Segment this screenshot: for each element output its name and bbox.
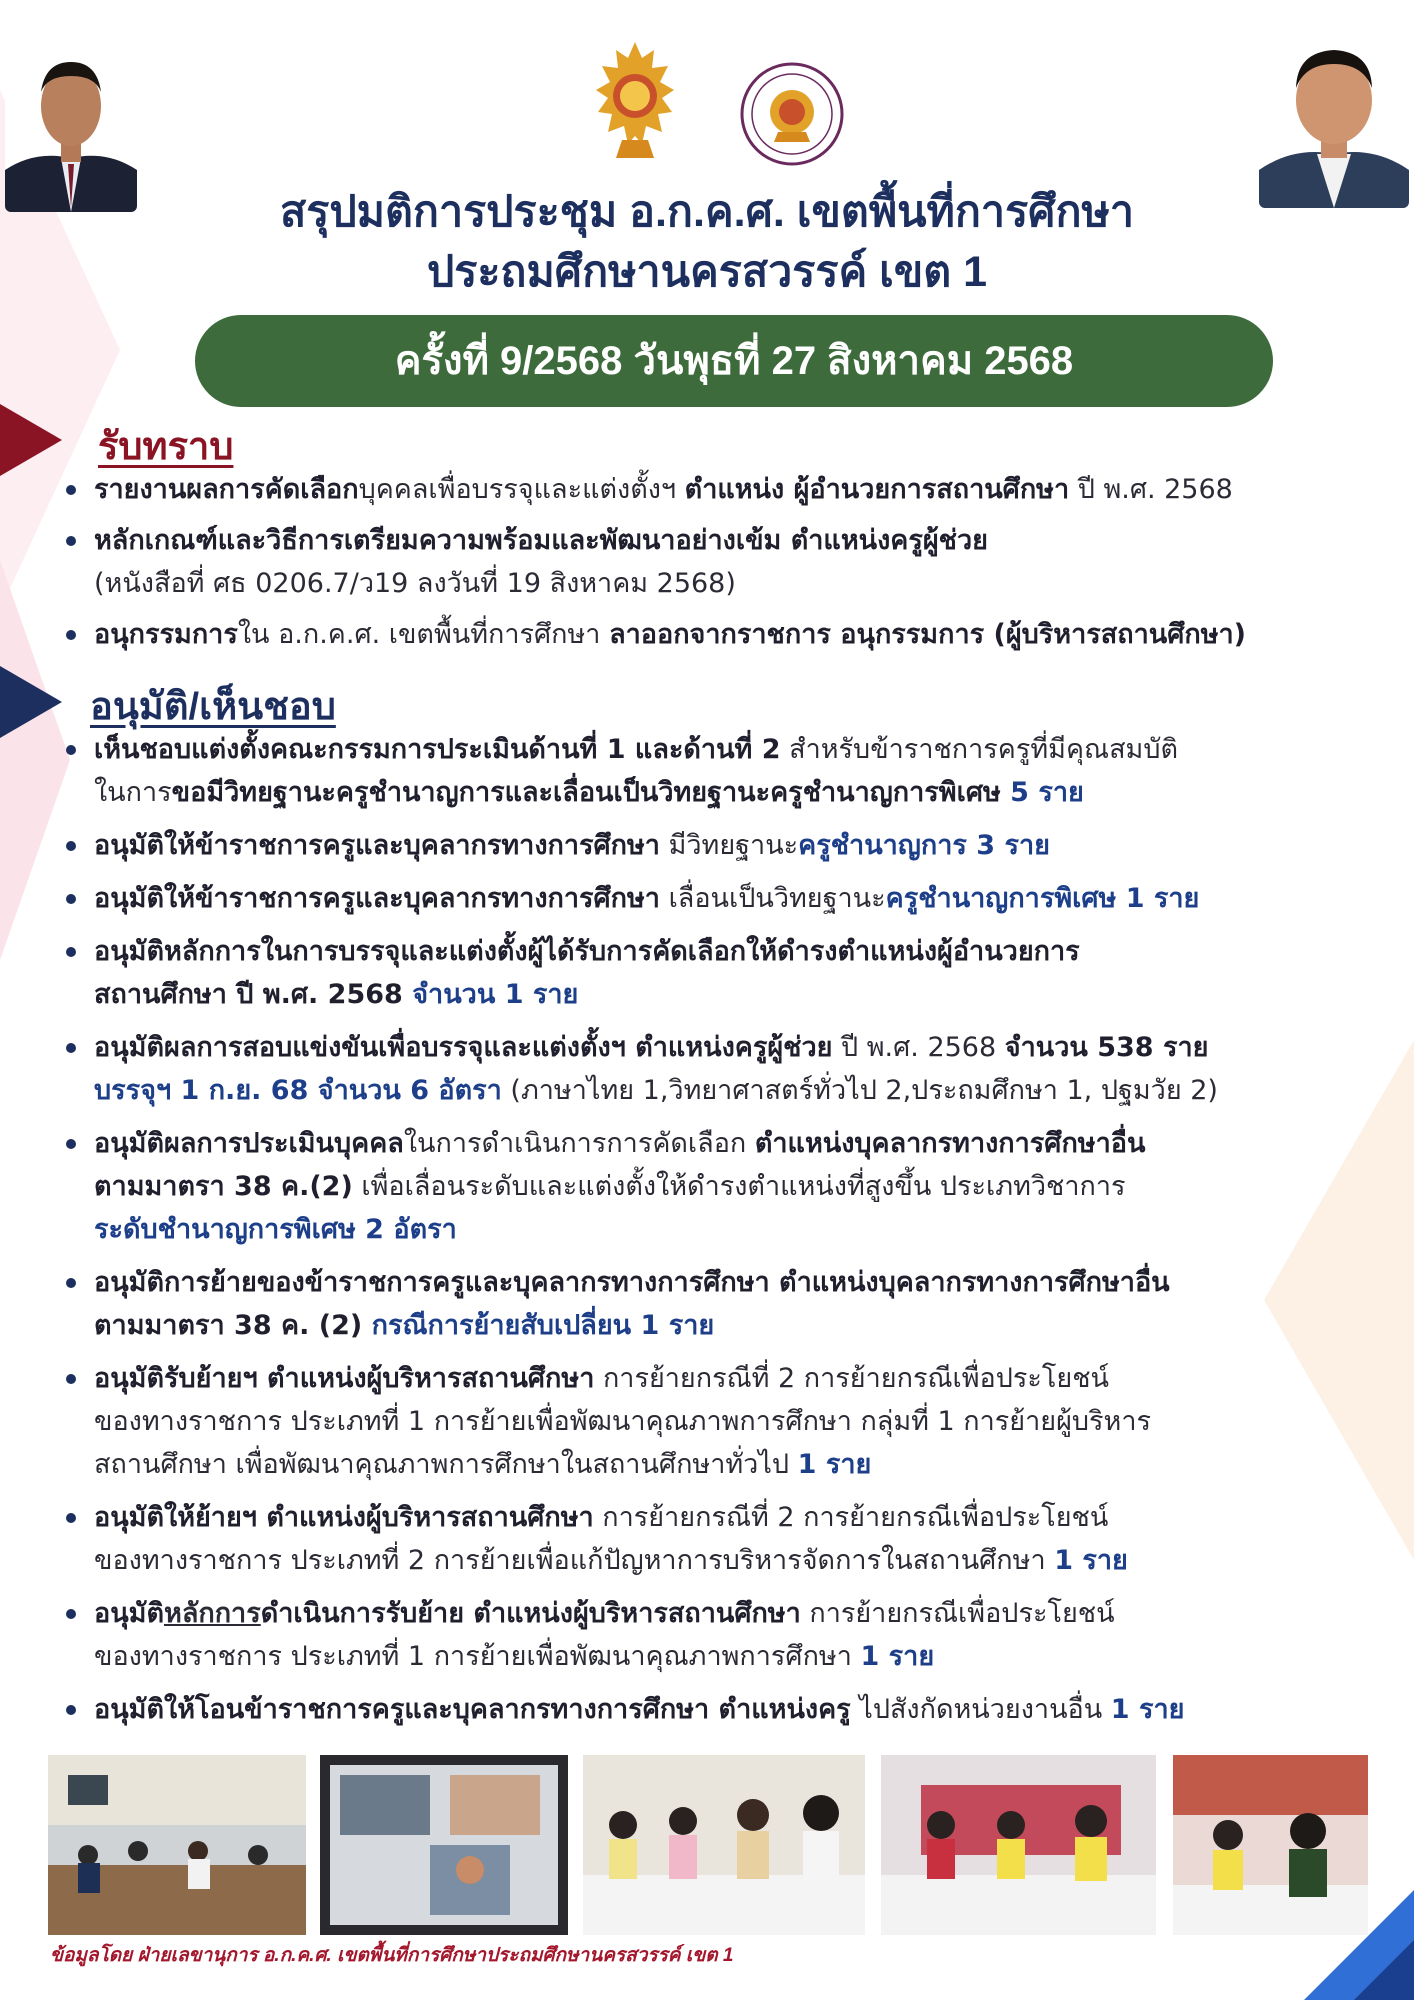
meeting-photo-strip xyxy=(48,1755,1374,1935)
meeting-date-banner: ครั้งที่ 9/2568 วันพุธที่ 27 สิงหาคม 2568 xyxy=(195,315,1273,407)
approve-item-8: อนุมัติรับย้ายฯ ตำแหน่งผู้บริหารสถานศึกษา การย้ายกรณีที่ 2 การย้ายกรณีเพื่อประโยชน์ ของทางราชการ ประเภทที่ 1 การย้ายเพื่อพัฒนาคุณภาพการศึกษา กลุ่มที่ 1 การย้ายผู้บริหาร สถานศึกษา เพื่อพัฒนาคุณภาพการศึกษาในสถานศึกษาทั่วไป 1 ราย xyxy=(64,1357,1364,1486)
corner-shape-navy xyxy=(1354,1940,1414,2000)
footer-credit: ข้อมูลโดย ฝ่ายเลขานุการ อ.ก.ค.ศ. เขตพื้นที่การศึกษาประถมศึกษานครสวรรค์ เขต 1 xyxy=(50,1945,734,1966)
acknowledge-list xyxy=(64,468,1364,664)
approve-item-5: อนุมัติผลการสอบแข่งขันเพื่อบรรจุและแต่งตั้งฯ ตำแหน่งครูผู้ช่วย ปี พ.ศ. 2568 จำนวน 538 ราย บรรจุฯ 1 ก.ย. 68 จำนวน 6 อัตรา (ภาษาไทย 1,วิทยาศาสตร์ทั่วไป 2,ประถมศึกษา 1, ปฐมวัย 2) xyxy=(64,1026,1364,1112)
approve-item-1: เห็นชอบแต่งตั้งคณะกรรมการประเมินด้านที่ 1 และด้านที่ 2 สำหรับข้าราชการครูที่มีคุณสมบัติ ในการขอมีวิทยฐานะครูชำนาญการและเลื่อนเป็นวิทยฐานะครูชำนาญการพิเศษ 5 ราย xyxy=(64,728,1364,814)
approve-item-7: อนุมัติการย้ายของข้าราชการครูและบุคลากรทางการศึกษา ตำแหน่งบุคลากรทางการศึกษาอื่น ตามมาตรา 38 ค. (2) กรณีการย้ายสับเปลี่ยน 1 ราย xyxy=(64,1261,1364,1347)
page-title xyxy=(0,182,1414,302)
approve-item-11: อนุมัติให้โอนข้าราชการครูและบุคลากรทางการศึกษา ตำแหน่งครู ไปสังกัดหน่วยงานอื่น 1 ราย xyxy=(64,1688,1364,1731)
background-shape-left-lower xyxy=(0,560,70,960)
approve-item-6: อนุมัติผลการประเมินบุคคลในการดำเนินการการคัดเลือก ตำแหน่งบุคลากรทางการศึกษาอื่น ตามมาตรา 38 ค.(2) เพื่อเลื่อนระดับและแต่งตั้งให้ดำรงตำแหน่งที่สูงขึ้น ประเภทวิชาการ ระดับชำนาญการพิเศษ 2 อัตรา xyxy=(64,1122,1364,1251)
approve-item-4: อนุมัติหลักการในการบรรจุและแต่งตั้งผู้ได้รับการคัดเลือกให้ดำรงตำแหน่งผู้อำนวยการ สถานศึกษา ปี พ.ศ. 2568 จำนวน 1 ราย xyxy=(64,930,1364,1016)
approve-item-9: อนุมัติให้ย้ายฯ ตำแหน่งผู้บริหารสถานศึกษา การย้ายกรณีที่ 2 การย้ายกรณีเพื่อประโยชน์ ของทางราชการ ประเภทที่ 2 การย้ายเพื่อแก้ปัญหาการบริหารจัดการในสถานศึกษา 1 ราย xyxy=(64,1496,1364,1582)
section-heading-acknowledge: รับทราบ xyxy=(98,426,234,468)
approve-item-2: อนุมัติให้ข้าราชการครูและบุคลากรทางการศึกษา มีวิทยฐานะครูชำนาญการ 3 ราย xyxy=(64,824,1364,867)
meeting-photo-3 xyxy=(583,1755,865,1935)
acknowledge-item-3: อนุกรรมการใน อ.ก.ค.ศ. เขตพื้นที่การศึกษา ลาออกจากราชการ อนุกรรมการ (ผู้บริหารสถานศึกษา) xyxy=(64,613,1364,656)
approve-list xyxy=(64,728,1364,1741)
section-flag-acknowledge xyxy=(0,404,62,476)
meeting-photo-2 xyxy=(320,1755,568,1935)
esa-seal-logo xyxy=(740,62,844,166)
section-flag-approve xyxy=(0,666,62,738)
acknowledge-item-2: หลักเกณฑ์และวิธีการเตรียมความพร้อมและพัฒนาอย่างเข้ม ตำแหน่งครูผู้ช่วย (หนังสือที่ ศธ 0206.7/ว19 ลงวันที่ 19 สิงหาคม 2568) xyxy=(64,519,1364,605)
meeting-photo-1 xyxy=(48,1755,306,1935)
approve-item-3: อนุมัติให้ข้าราชการครูและบุคลากรทางการศึกษา เลื่อนเป็นวิทยฐานะครูชำนาญการพิเศษ 1 ราย xyxy=(64,877,1364,920)
meeting-photo-4 xyxy=(881,1755,1156,1935)
section-heading-approve: อนุมัติ/เห็นชอบ xyxy=(90,686,336,728)
meeting-photo-5 xyxy=(1173,1755,1368,1935)
title-line-2: ประถมศึกษานครสวรรค์ เขต 1 xyxy=(426,248,988,296)
acknowledge-item-1: รายงานผลการคัดเลือกบุคคลเพื่อบรรจุและแต่งตั้งฯ ตำแหน่ง ผู้อำนวยการสถานศึกษา ปี พ.ศ. 2568 xyxy=(64,468,1364,511)
obec-logo xyxy=(592,40,678,162)
title-line-1: สรุปมติการประชุม อ.ก.ค.ศ. เขตพื้นที่การศึกษา xyxy=(280,188,1134,236)
approve-item-10: อนุมัติหลักการดำเนินการรับย้าย ตำแหน่งผู้บริหารสถานศึกษา การย้ายกรณีเพื่อประโยชน์ ของทางราชการ ประเภทที่ 1 การย้ายเพื่อพัฒนาคุณภาพการศึกษา 1 ราย xyxy=(64,1592,1364,1678)
